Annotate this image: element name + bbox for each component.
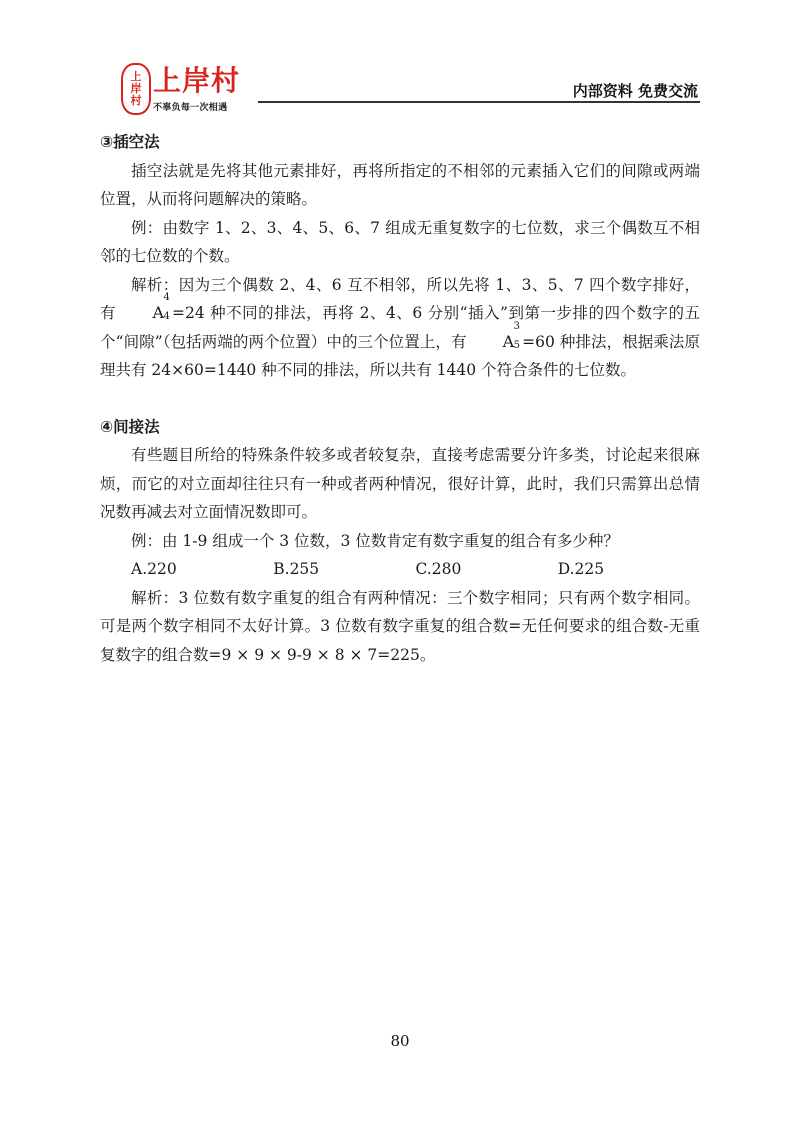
permutation-a53 [472, 320, 523, 357]
option-d: D.225 [557, 560, 605, 578]
logo-seal [121, 63, 151, 115]
brand-slogan: 不辜负每一次相遇 [153, 103, 228, 113]
brand-name: 上岸村 [153, 64, 241, 97]
option-a: A.220 [131, 560, 177, 578]
answer-options [100, 555, 700, 584]
indirect-example: 例：由 1-9 组成一个 3 位数，3 位数肯定有数字重复的组合有多少种？ [131, 531, 619, 550]
option-c: C.280 [415, 560, 462, 578]
page-content [100, 128, 700, 669]
perm-sub: 4 [163, 311, 170, 322]
solution-text: 解析：因为三个偶数 2、4、6 互不相邻，所以先将 1、3、5、7 四个数字排好，有 [100, 275, 700, 322]
page-header [0, 0, 800, 120]
solution-text: =60 种排法，根据乘法原理共有 24×60=1440 种不同的排法，所以共有 1440 个符合条件的七位数。 [100, 332, 701, 379]
page-number: 80 [390, 1032, 410, 1050]
section-title-indirect: ④间接法 [100, 417, 160, 436]
seal-char: 岸 [130, 82, 142, 95]
option-b: B.255 [273, 560, 320, 578]
header-divider [258, 101, 700, 103]
section-title-insertion: ③插空法 [100, 133, 160, 151]
seal-char: 村 [130, 94, 142, 107]
solution-text: =24 种不同的排法，再将 2、4、6 分别“插入”到第一步排的四个数字的五个“间隙”（包括两端的两个位置）中的三个位置上，有 [100, 304, 700, 351]
permutation-a44 [121, 292, 172, 328]
insertion-solution [100, 271, 700, 385]
insertion-example: 例：由数字 1、2、3、4、5、6、7 组成无重复数字的七位数，求三个偶数互不相邻的七位数的个数。 [100, 218, 700, 265]
perm-sup: 3 [513, 320, 520, 332]
indirect-intro: 有些题目所给的特殊条件较多或者较复杂，直接考虑需要分许多类，讨论起来很麻烦，而它的对立面却往往只有一种或者两种情况，很好计算，此时，我们只需算出总情况数再减去对立面情况数即可。 [100, 446, 700, 521]
perm-sub: 5 [513, 339, 520, 351]
insertion-intro: 插空法就是先将其他元素排好，再将所指定的不相邻的元素插入它们的间隙或两端位置，从而将问题解决的策略。 [100, 161, 700, 208]
perm-base: A [502, 331, 515, 351]
header-label: 内部资料 免费交流 [572, 82, 698, 100]
seal-char: 上 [130, 70, 142, 83]
perm-sup: 4 [163, 292, 170, 303]
perm-base: A [152, 303, 164, 322]
indirect-solution: 解析：3 位数有数字重复的组合有两种情况：三个数字相同；只有两个数字相同。可是两个数字相同不太好计算。3 位数有数字重复的组合数=无任何要求的组合数-无重复数字的组合数=9 × 9 × 9-9 × 8 × 7=225。 [100, 588, 700, 664]
